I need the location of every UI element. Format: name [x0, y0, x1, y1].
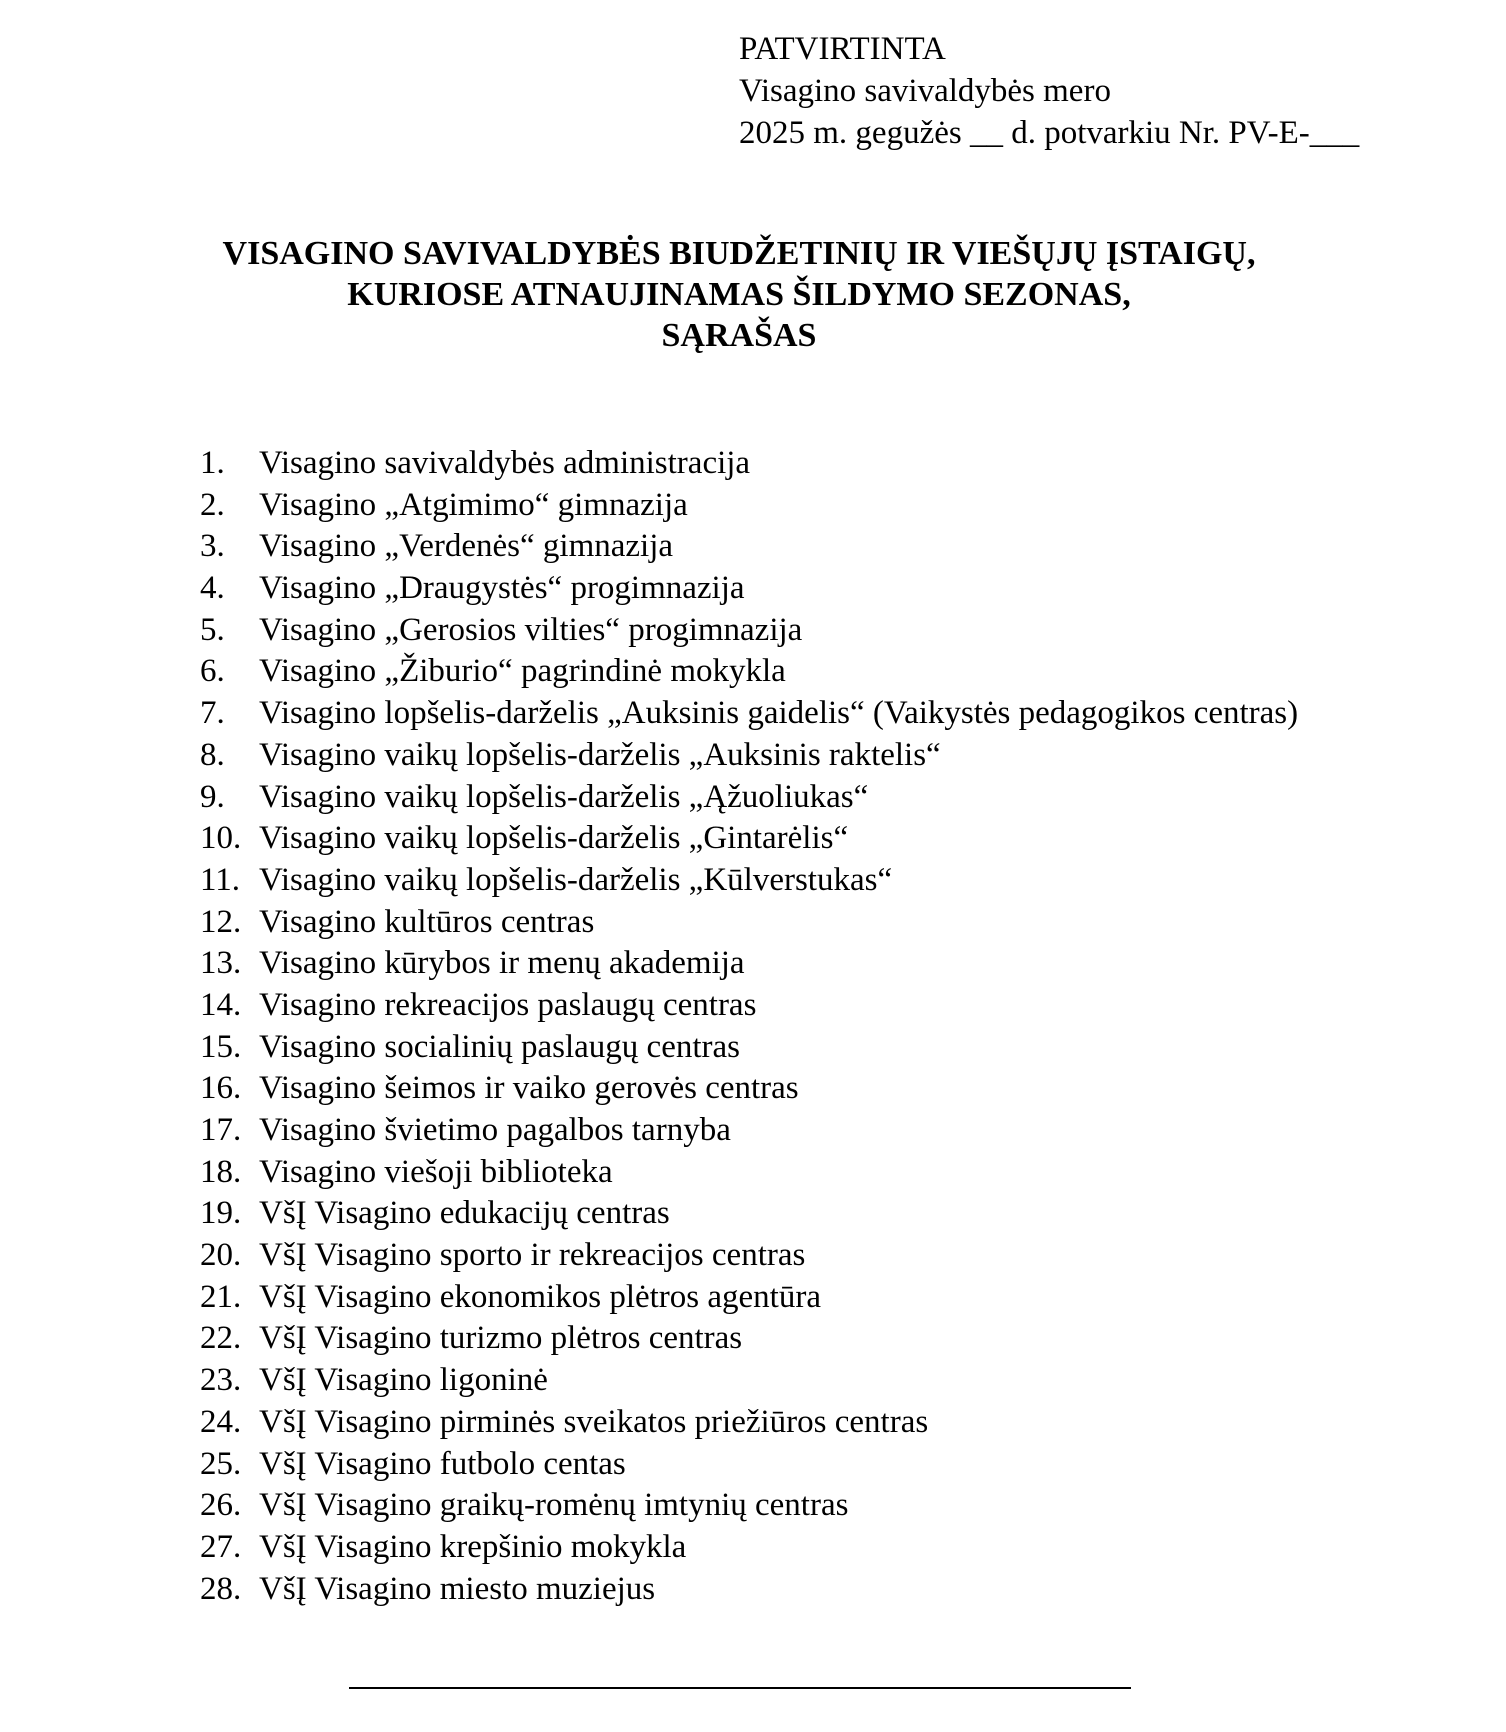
list-item-text: Visagino vaikų lopšelis-darželis „Ąžuoliukas“: [259, 778, 869, 815]
document-title: [0, 233, 1478, 356]
list-item-number: 20.: [200, 1237, 242, 1274]
list-item-text: Visagino savivaldybės administracija: [259, 445, 751, 481]
list-item: [200, 902, 1298, 944]
list-item: [200, 1569, 1298, 1611]
approval-decree: 2025 m. gegužės __ d. potvarkiu Nr. PV-E-___: [739, 115, 1360, 151]
closing-rule: [349, 1687, 1131, 1689]
list-item-text: VšĮ Visagino miesto muziejus: [259, 1570, 656, 1607]
list-item-number: 12.: [200, 903, 242, 940]
list-item-text: VšĮ Visagino krepšinio mokykla: [259, 1528, 687, 1565]
list-item: [200, 1110, 1298, 1152]
list-item-number: 2.: [200, 486, 225, 523]
list-item: [200, 485, 1298, 527]
list-item: [200, 1318, 1298, 1360]
list-item-text: Visagino viešoji biblioteka: [259, 1153, 613, 1190]
list-item: [200, 1527, 1298, 1569]
list-item: [200, 651, 1298, 693]
list-item-text: Visagino rekreacijos paslaugų centras: [259, 986, 757, 1023]
list-item: [200, 818, 1298, 860]
list-item: [200, 735, 1298, 777]
list-item-number: 17.: [200, 1112, 242, 1148]
list-item-number: 26.: [200, 1487, 242, 1524]
list-item: [200, 1152, 1298, 1194]
institution-list: [200, 443, 1298, 1610]
list-item-number: 13.: [200, 945, 242, 982]
list-item-text: Visagino „Atgimimo“ gimnazija: [259, 486, 688, 523]
list-item-text: Visagino vaikų lopšelis-darželis „Kūlverstukas“: [259, 861, 893, 898]
list-item-number: 9.: [200, 778, 225, 815]
list-item-text: VšĮ Visagino sporto ir rekreacijos centras: [259, 1237, 806, 1274]
list-item: [200, 943, 1298, 985]
list-item-text: VšĮ Visagino pirminės sveikatos priežiūros centras: [259, 1403, 929, 1440]
list-item-text: Visagino vaikų lopšelis-darželis „Gintarėlis“: [259, 820, 849, 857]
list-item-number: 7.: [200, 695, 225, 732]
list-item: [200, 1402, 1298, 1444]
approval-block: [739, 28, 1359, 154]
list-item: [200, 1193, 1298, 1235]
list-item-text: VšĮ Visagino turizmo plėtros centras: [259, 1320, 743, 1357]
list-item-number: 16.: [200, 1070, 242, 1107]
list-item-number: 28.: [200, 1570, 242, 1607]
list-item-number: 11.: [200, 861, 241, 898]
list-item-text: VšĮ Visagino graikų-romėnų imtynių centras: [259, 1487, 849, 1524]
list-item-text: Visagino „Draugystės“ progimnazija: [259, 570, 745, 607]
list-item-text: VšĮ Visagino ekonomikos plėtros agentūra: [259, 1278, 821, 1315]
list-item-text: Visagino „Žiburio“ pagrindinė mokykla: [259, 653, 786, 690]
list-item-number: 24.: [200, 1403, 242, 1440]
list-item: [200, 777, 1298, 819]
list-item: [200, 1360, 1298, 1402]
list-item: [200, 568, 1298, 610]
list-item-text: Visagino lopšelis-darželis „Auksinis gaidelis“ (Vaikystės pedagogikos centras): [259, 695, 1299, 732]
list-item-text: Visagino socialinių paslaugų centras: [259, 1028, 740, 1065]
title-line-2: KURIOSE ATNAUJINAMAS ŠILDYMO SEZONAS,: [347, 276, 1131, 313]
list-item-text: VšĮ Visagino futbolo centas: [259, 1445, 626, 1482]
list-item-text: Visagino švietimo pagalbos tarnyba: [259, 1112, 731, 1148]
list-item-number: 5.: [200, 611, 225, 648]
list-item-text: Visagino kūrybos ir menų akademija: [259, 945, 745, 982]
list-item-number: 25.: [200, 1445, 242, 1482]
list-item: [200, 1235, 1298, 1277]
list-item-text: Visagino vaikų lopšelis-darželis „Auksinis raktelis“: [259, 736, 941, 773]
list-item: [200, 693, 1298, 735]
list-item-number: 22.: [200, 1320, 242, 1357]
list-item-number: 1.: [200, 445, 225, 481]
list-item: [200, 610, 1298, 652]
list-item-number: 23.: [200, 1362, 242, 1399]
list-item-number: 21.: [200, 1278, 242, 1315]
list-item-number: 15.: [200, 1028, 242, 1065]
list-item-text: Visagino „Verdenės“ gimnazija: [259, 528, 674, 565]
list-item: [200, 1027, 1298, 1069]
list-item-number: 18.: [200, 1153, 242, 1190]
title-line-1: VISAGINO SAVIVALDYBĖS BIUDŽETINIŲ IR VIEŠŲJŲ ĮSTAIGŲ,: [222, 235, 1256, 272]
approval-authority: Visagino savivaldybės mero: [739, 73, 1111, 109]
title-line-3: SĄRAŠAS: [661, 317, 817, 354]
list-item-text: Visagino šeimos ir vaiko gerovės centras: [259, 1070, 799, 1107]
approval-heading: PATVIRTINTA: [739, 31, 946, 67]
list-item: [200, 1068, 1298, 1110]
list-item: [200, 1485, 1298, 1527]
list-item-text: VšĮ Visagino edukacijų centras: [259, 1195, 670, 1232]
list-item-number: 10.: [200, 820, 242, 857]
list-item: [200, 443, 1298, 485]
list-item-text: Visagino „Gerosios vilties“ progimnazija: [259, 611, 803, 648]
list-item-text: Visagino kultūros centras: [259, 903, 595, 940]
list-item: [200, 526, 1298, 568]
list-item-number: 8.: [200, 736, 225, 773]
list-item-number: 14.: [200, 986, 242, 1023]
list-item-number: 4.: [200, 570, 225, 607]
list-item-number: 3.: [200, 528, 225, 565]
list-item-number: 6.: [200, 653, 225, 690]
list-item: [200, 1277, 1298, 1319]
list-item-number: 27.: [200, 1528, 242, 1565]
list-item-text: VšĮ Visagino ligoninė: [259, 1362, 548, 1399]
list-item-number: 19.: [200, 1195, 242, 1232]
list-item: [200, 985, 1298, 1027]
list-item: [200, 860, 1298, 902]
list-item: [200, 1444, 1298, 1486]
